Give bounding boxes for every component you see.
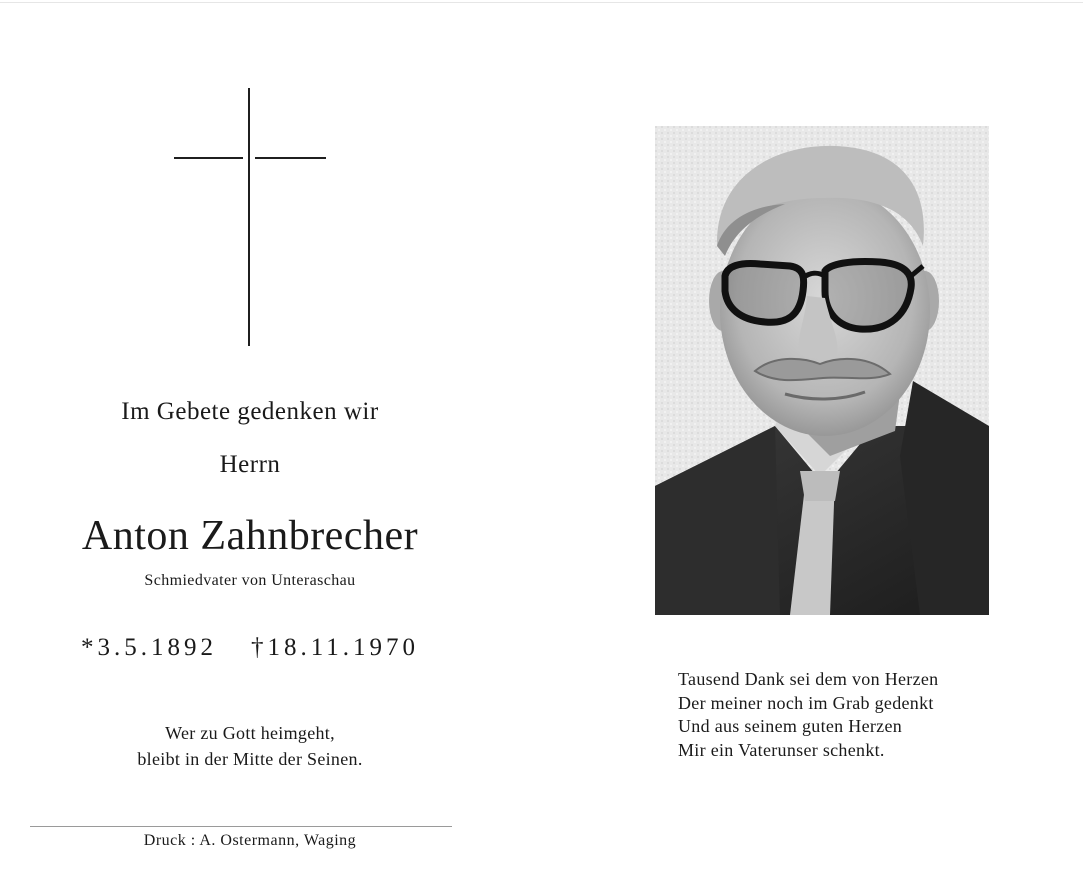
portrait-photo <box>655 126 989 615</box>
intro-text: Im Gebete gedenken wir <box>121 398 379 425</box>
occupation: Schmiedvater von Unteraschau <box>144 572 356 589</box>
cross-icon <box>172 88 328 348</box>
verse-line: Und aus seinem guten Herzen <box>678 716 903 736</box>
motto-line: Wer zu Gott heimgeht, <box>165 723 335 743</box>
honorific: Herrn <box>219 451 281 478</box>
birth-date: 3.5.1892 <box>97 634 217 661</box>
birth-star-icon: * <box>80 634 98 661</box>
verse-line: Der meiner noch im Grab gedenkt <box>678 692 934 713</box>
deceased-name: Anton Zahnbrecher <box>81 513 419 559</box>
life-dates <box>40 634 460 662</box>
verse-line: Mir ein Vaterunser schenkt. <box>678 739 885 760</box>
death-date: 18.11.1970 <box>267 634 420 661</box>
motto-line: bleibt in der Mitte der Seinen. <box>137 749 363 769</box>
top-edge-rule <box>0 2 1083 3</box>
motto <box>40 720 460 772</box>
verse-line: Tausend Dank sei dem von Herzen <box>678 669 939 689</box>
death-cross-icon: † <box>250 634 268 661</box>
printer-divider <box>30 826 452 827</box>
printer-credit: Druck : A. Ostermann, Waging <box>143 832 357 849</box>
verse <box>678 668 938 762</box>
